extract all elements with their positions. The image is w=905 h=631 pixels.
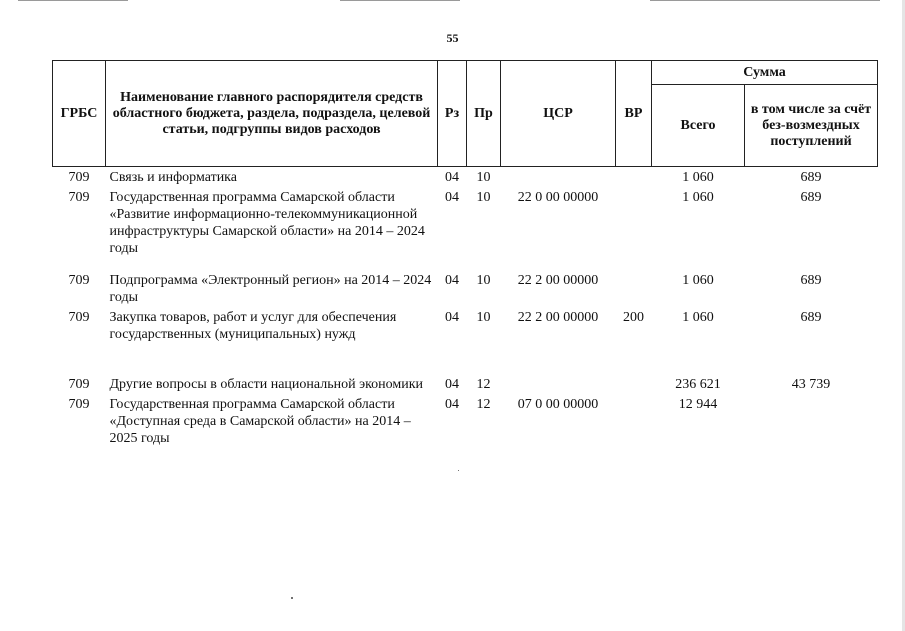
cell-csr (501, 346, 616, 396)
cell-vr (616, 396, 652, 450)
cell-total: 12 944 (678, 397, 718, 412)
cell-rz: 04 (445, 377, 459, 392)
cell-csr: 22 2 00 00000 (517, 310, 599, 325)
cell-pr: 10 (476, 170, 491, 185)
cell-total: 1 060 (682, 170, 714, 185)
cell-free: 689 (800, 273, 822, 288)
header-vr: ВР (616, 61, 652, 167)
cell-name: Связь и информатика (109, 170, 237, 185)
cell-free: 689 (800, 310, 822, 325)
header-csr: ЦСР (501, 61, 616, 167)
cell-total: 1 060 (682, 190, 714, 205)
cell-pr: 10 (476, 273, 491, 288)
cell-grbs: 709 (68, 170, 90, 185)
header-total: Всего (652, 85, 745, 167)
header-name: Наименование главного распорядителя средств областного бюджета, раздела, подраздела, целевой статьи, подгруппы видов расходов (106, 61, 438, 167)
scan-speck (458, 470, 459, 471)
cell-vr (616, 260, 652, 309)
scan-top-rule-left (18, 0, 128, 1)
cell-csr: 22 0 00 00000 (517, 190, 599, 205)
header-rz: Рз (438, 61, 467, 167)
cell-rz: 04 (445, 273, 459, 288)
cell-pr: 12 (476, 397, 491, 412)
header-sum: Сумма (652, 61, 878, 85)
cell-rz: 04 (445, 170, 459, 185)
scan-top-rule-right (650, 0, 880, 1)
header-grbs: ГРБС (53, 61, 106, 167)
cell-pr: 10 (476, 190, 491, 205)
cell-free: 43 739 (791, 377, 831, 392)
budget-table (52, 60, 878, 450)
cell-rz: 04 (445, 190, 459, 205)
cell-vr (616, 346, 652, 396)
table-row (53, 346, 878, 396)
cell-total: 236 621 (675, 377, 721, 392)
cell-csr: 22 2 00 00000 (517, 273, 599, 288)
table-row (53, 309, 878, 346)
table-body (53, 167, 878, 451)
cell-grbs: 709 (68, 190, 90, 205)
cell-pr: 10 (476, 310, 491, 325)
table-row (53, 260, 878, 309)
cell-rz: 04 (445, 397, 459, 412)
cell-free (745, 396, 878, 450)
cell-vr: 200 (623, 310, 644, 325)
cell-grbs: 709 (68, 310, 90, 325)
cell-csr (501, 167, 616, 190)
cell-rz: 04 (445, 310, 459, 325)
cell-name: Подпрограмма «Электронный регион» на 2014 – 2024 годы (109, 273, 432, 305)
table-row (53, 396, 878, 450)
cell-grbs: 709 (68, 397, 90, 412)
cell-total: 1 060 (682, 273, 714, 288)
cell-grbs: 709 (68, 273, 90, 288)
table-row (53, 167, 878, 190)
cell-free: 689 (800, 170, 822, 185)
cell-pr: 12 (476, 377, 491, 392)
table-row (53, 189, 878, 260)
cell-name: Другие вопросы в области национальной экономики (109, 377, 424, 392)
header-free: в том числе за счёт без-возмездных поступлений (745, 85, 878, 167)
cell-vr (616, 167, 652, 190)
cell-csr: 07 0 00 00000 (517, 397, 599, 412)
cell-grbs: 709 (68, 377, 90, 392)
scan-top-rule-middle (340, 0, 460, 1)
cell-name: Государственная программа Самарской области «Развитие информационно-телекоммуникационной инфраструктуры Самарской области» на 2014 – 2024 годы (109, 190, 425, 256)
cell-free: 689 (800, 190, 822, 205)
cell-name: Государственная программа Самарской области «Доступная среда в Самарской области» на 2014 – 2025 годы (109, 397, 411, 446)
cell-total: 1 060 (682, 310, 714, 325)
cell-vr (616, 189, 652, 260)
page-number: 55 (446, 31, 459, 45)
table-header (53, 61, 878, 167)
header-pr: Пр (467, 61, 501, 167)
scan-speck (291, 597, 293, 599)
cell-name: Закупка товаров, работ и услуг для обеспечения государственных (муниципальных) нужд (109, 310, 397, 342)
